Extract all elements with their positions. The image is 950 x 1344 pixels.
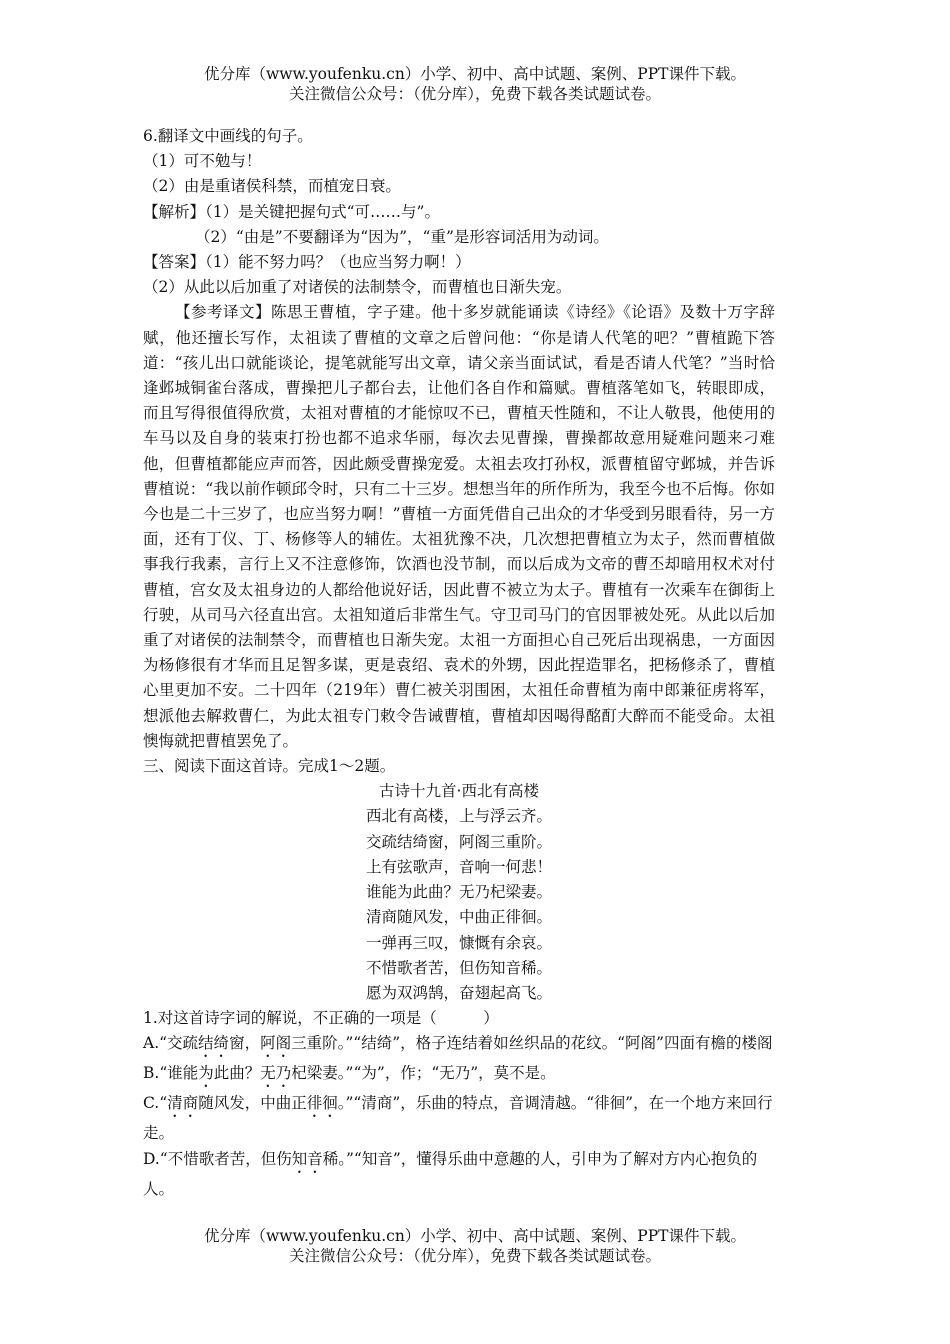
document-body — [143, 124, 775, 1202]
option-d: D.“不惜歌者苦，但伤知音稀。”“知音”，懂得乐曲中意趣的人，引申为了解对方内心抱负的人。 — [143, 1149, 758, 1198]
poem-line: 交疏结绮窗，阿阁三重阶。 — [365, 832, 552, 851]
poem-title: 古诗十九首·西北有高楼 — [379, 782, 539, 801]
footer-line-1: 优分库（www.youfenku.cn）小学、初中、高中试题、案例、PPT课件下载。 — [203, 1227, 747, 1245]
section-3-intro: 三、阅读下面这首诗。完成1～2题。 — [143, 757, 396, 776]
poem-line: 谁能为此曲？无乃杞梁妻。 — [365, 883, 552, 902]
answer-1: 【答案】（1）能不努力吗？（也应当努力啊！） — [143, 253, 471, 272]
header-line-1: 优分库（www.youfenku.cn）小学、初中、高中试题、案例、PPT课件下载。 — [203, 65, 747, 83]
question-6-title: 6.翻译文中画线的句子。 — [143, 127, 313, 145]
poem-line: 上有弦歌声，音响一何悲！ — [365, 857, 552, 876]
option-c: C.“清商随风发，中曲正徘徊。”“清商”，乐曲的特点，音调清越。“徘徊”，在一个地方来回行走。 — [143, 1094, 773, 1143]
poem-line: 不惜歌者苦，但伤知音稀。 — [365, 958, 552, 977]
poem-line: 西北有高楼，上与浮云齐。 — [365, 807, 552, 826]
footer-line-2: 关注微信公众号：（优分库），免费下载各类试题试卷。 — [288, 1247, 661, 1265]
option-a: A.“交疏结绮窗，阿阁三重阶。”“结绮”，格子连结着如丝织品的花纹。“阿阁”四面有檐的楼阁 — [143, 1034, 773, 1053]
analysis-1: 【解析】（1）是关键把握句式“可……与”。 — [143, 202, 440, 221]
poem-line: 清商随风发，中曲正徘徊。 — [365, 908, 552, 927]
option-b: B.“谁能为此曲？无乃杞梁妻。”“为”，作；“无乃”，莫不是。 — [143, 1064, 556, 1083]
page-header — [0, 64, 950, 104]
sentence-1: （1）可不勉与！ — [143, 152, 262, 171]
sentence-2: （2）由是重诸侯科禁，而植宠日衰。 — [143, 177, 401, 196]
poem-line: 一弹再三叹，慷慨有余哀。 — [365, 933, 552, 952]
page-footer — [0, 1226, 950, 1266]
reference-translation: 【参考译文】陈思王曹植，字子建。他十多岁就能诵读《诗经》《论语》及数十万字辞赋，他还擅长写作，太祖读了曹植的文章之后曾问他：“你是请人代笔的吧？”曹植跪下答道：“孩儿出口就能谈论，提笔就能写出文章，请父亲当面试试，看是否请人代笔？”当时恰逢邺城铜雀台落成，曹操把儿子都台去，让他们各自作和篇赋。曹植落笔如飞，转眼即成，而且写得很值得欣赏，太祖对曹植的才能惊叹不已，曹植天性随和，不让人敬畏，他使用的车马以及自身的装束打扮也都不追求华丽，每次去见曹操，曹操都故意用疑难问题来刁难他，但曹植都能应声而答，因此颇受曹操宠爱。太祖去攻打孙权，派曹植留守邺城，并告诉曹植说：“我以前作顿邱令时，只有二十三岁。想想当年的所作所为，我至今也不后悔。你如今也是二十三岁了，也应当努力啊！”曹植一方面凭借自己出众的才华受到另眼看待，另一方面，还有丁仪、丁、杨修等人的辅佐。太祖犹豫不决，几次想把曹植立为太子，然而曹植做事我行我素，言行上又不注意修饰，饮酒也没节制，而以后成为文帝的曹丕却暗用权术对付曹植，宫女及太祖身边的人都给他说好话，因此曹不被立为太子。曹植有一次乘车在御街上行驶，从司马六径直出宫。太祖知道后非常生气。守卫司马门的官因罪被处死。从此以后加重了对诸侯的法制禁令，而曹植也日渐失宠。太祖一方面担心自己死后出现祸患，一方面因为杨修很有才华而且足智多谋，更是袁绍、袁术的外甥，因此捏造罪名，把杨修杀了，曹植心里更加不安。二十四年（219年）曹仁被关羽围困，太祖任命曹植为南中郎兼征虏将军，想派他去解救曹仁，为此太祖专门敕令告诫曹植，曹植却因喝得酩酊大醉而不能受命。太祖懊悔就把曹植罢免了。 — [143, 303, 775, 750]
poem-line: 愿为双鸿鹄，奋翅起高飞。 — [365, 983, 552, 1002]
header-line-2: 关注微信公众号：（优分库），免费下载各类试题试卷。 — [288, 85, 661, 103]
answer-2: （2）从此以后加重了对诸侯的法制禁令，而曹植也日渐失宠。 — [143, 278, 572, 297]
question-1-stem: 1.对这首诗字词的解说，不正确的一项是（ ） — [143, 1009, 499, 1028]
analysis-2: （2）“由是”不要翻译为“因为”，“重”是形容词活用为动词。 — [195, 227, 609, 246]
